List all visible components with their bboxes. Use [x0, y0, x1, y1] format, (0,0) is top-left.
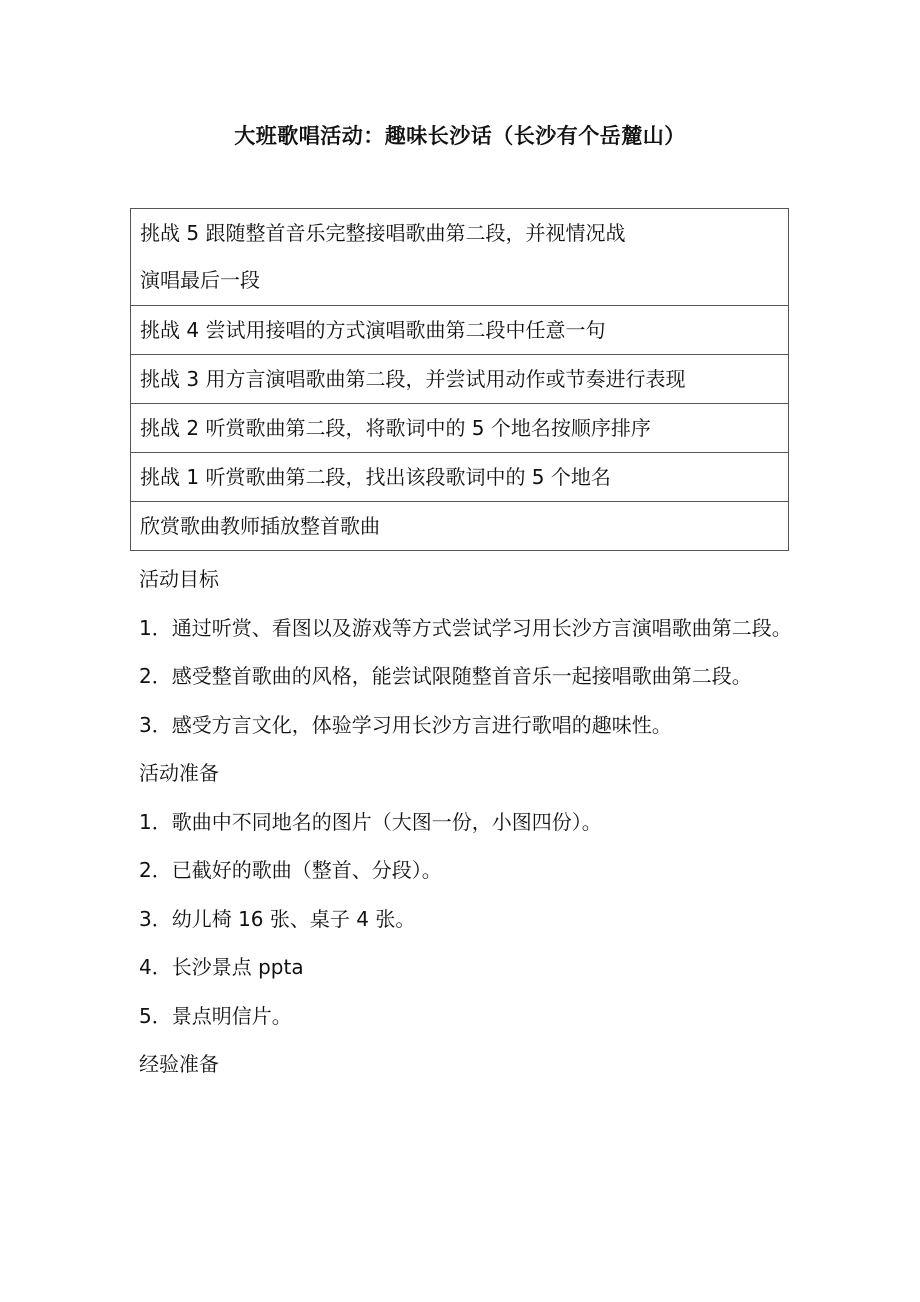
table-row: [131, 404, 789, 453]
appreciation-cell: 欣赏歌曲教师插放整首歌曲: [131, 502, 789, 551]
challenge-cell-4: 挑战 4 尝试用接唱的方式演唱歌曲第二段中任意一句: [131, 306, 789, 355]
table-row: [131, 306, 789, 355]
preparation-item-3: 3．幼儿椅 16 张、桌子 4 张。: [139, 906, 416, 931]
goal-item-1: 1．通过听赏、看图以及游戏等方式尝试学习用长沙方言演唱歌曲第二段。: [139, 615, 792, 640]
preparation-heading: 活动准备: [139, 761, 219, 785]
preparation-item-2: 2．已截好的歌曲（整首、分段）。: [139, 858, 442, 882]
challenge-cell-1: 挑战 1 听赏歌曲第二段，找出该段歌词中的 5 个地名: [131, 453, 789, 502]
challenge-cell-3: 挑战 3 用方言演唱歌曲第二段，并尝试用动作或节奏进行表现: [131, 355, 789, 404]
document-title: 大班歌唱活动：趣味长沙话（长沙有个岳麓山）: [234, 124, 686, 148]
experience-heading: 经验准备: [139, 1052, 219, 1076]
table-row: [131, 355, 789, 404]
challenge-5-line-1: 挑战 5 跟随整首音乐完整接唱歌曲第二段，并视情况战: [140, 221, 626, 245]
table-row: [131, 502, 789, 551]
preparation-item-5: 5．景点明信片。: [139, 1003, 292, 1028]
goal-item-3: 3．感受方言文化，体验学习用长沙方言进行歌唱的趣味性。: [139, 712, 672, 737]
challenge-5-line-2: 演唱最后一段: [140, 268, 260, 292]
document-body: [139, 555, 799, 1089]
challenge-table: [130, 208, 789, 551]
table-row: [131, 209, 789, 306]
challenge-cell-2: 挑战 2 听赏歌曲第二段，将歌词中的 5 个地名按顺序排序: [131, 404, 789, 453]
goal-item-2: 2．感受整首歌曲的风格，能尝试限随整首音乐一起接唱歌曲第二段。: [139, 664, 752, 688]
preparation-item-1: 1．歌曲中不同地名的图片（大图一份，小图四份）。: [139, 809, 602, 834]
goals-heading: 活动目标: [139, 567, 219, 591]
challenge-cell-5: [131, 209, 789, 306]
table-row: [131, 453, 789, 502]
preparation-item-4: 4．长沙景点 ppta: [139, 955, 304, 979]
